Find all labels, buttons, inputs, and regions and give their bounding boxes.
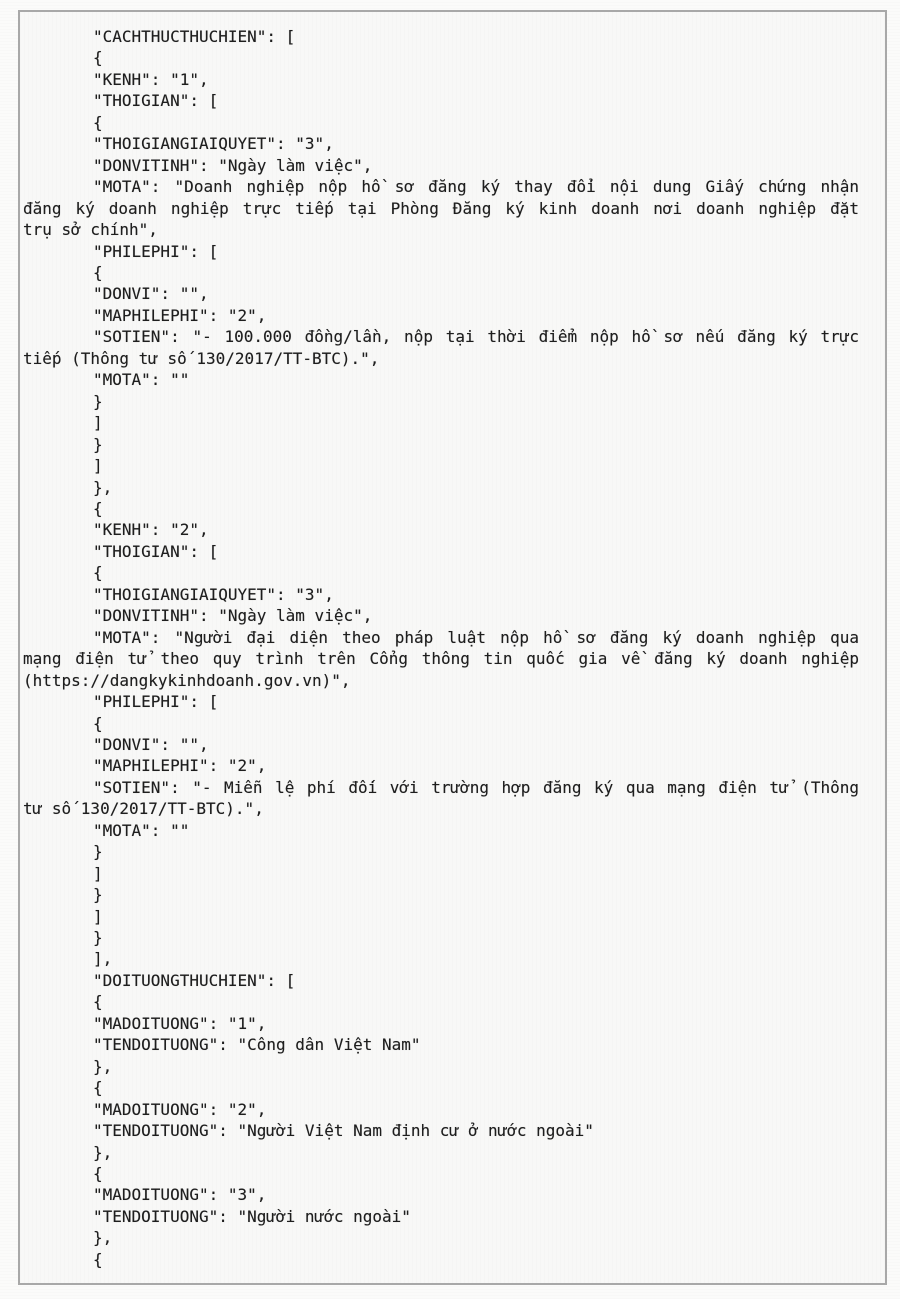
code-line: { (93, 992, 103, 1012)
code-line: ], (93, 949, 113, 969)
code-line: "MOTA": "Doanh nghiệp nộp hồ sơ đăng ký thay đổi nội dung Giấy chứng nhận (93, 177, 859, 197)
code-line: "DONVI": "", (93, 284, 209, 304)
code-line: { (93, 112, 103, 132)
code-line: "SOTIEN": "- Miễn lệ phí đối với trường hợp đăng ký qua mạng điện tử (Thông (93, 777, 859, 797)
code-line: tiếp (Thông tư số 130/2017/TT-BTC).", (23, 348, 380, 368)
code-line: { (93, 1164, 103, 1184)
json-document (23, 26, 859, 1270)
code-line: { (93, 498, 103, 518)
code-line: "DOITUONGTHUCHIEN": [ (93, 970, 296, 990)
code-line: "SOTIEN": "- 100.000 đồng/lần, nộp tại thời điểm nộp hồ sơ nếu đăng ký trực (93, 327, 859, 347)
code-line: "MADOITUONG": "2", (93, 1099, 267, 1119)
scanned-page (18, 10, 887, 1285)
code-line: } (93, 928, 103, 948)
code-line: } (93, 885, 103, 905)
code-line: { (93, 1078, 103, 1098)
code-line: "MOTA": "" (93, 820, 190, 840)
code-line: "MAPHILEPHI": "2", (93, 305, 267, 325)
code-line: }, (93, 1142, 113, 1162)
code-line: ] (93, 456, 103, 476)
code-line: "THOIGIAN": [ (93, 91, 219, 111)
code-line: "TENDOITUONG": "Người Việt Nam định cư ở nước ngoài" (93, 1121, 594, 1141)
code-line: "DONVI": "", (93, 734, 209, 754)
code-line: "THOIGIAN": [ (93, 541, 219, 561)
code-line: mạng điện tử theo quy trình trên Cổng thông tin quốc gia về đăng ký doanh nghiệp (23, 649, 859, 669)
code-line: "DONVITINH": "Ngày làm việc", (93, 606, 373, 626)
code-line: "MADOITUONG": "3", (93, 1185, 267, 1205)
code-line: { (93, 1249, 103, 1269)
code-line: "THOIGIANGIAIQUYET": "3", (93, 584, 334, 604)
code-line: "PHILEPHI": [ (93, 692, 219, 712)
code-line: "MOTA": "" (93, 370, 190, 390)
code-line: ] (93, 906, 103, 926)
code-line: { (93, 713, 103, 733)
code-line: { (93, 563, 103, 583)
code-line: { (93, 262, 103, 282)
code-line: } (93, 842, 103, 862)
code-line: "TENDOITUONG": "Công dân Việt Nam" (93, 1035, 421, 1055)
code-line: "KENH": "2", (93, 520, 209, 540)
code-line: "PHILEPHI": [ (93, 241, 219, 261)
code-line: }, (93, 477, 113, 497)
code-line: "MADOITUONG": "1", (93, 1013, 267, 1033)
code-line: tư số 130/2017/TT-BTC).", (23, 799, 264, 819)
code-line: "THOIGIANGIAIQUYET": "3", (93, 134, 334, 154)
code-line: đăng ký doanh nghiệp trực tiếp tại Phòng Đăng ký kinh doanh nơi doanh nghiệp đặt (23, 198, 859, 218)
code-line: } (93, 391, 103, 411)
code-line: "DONVITINH": "Ngày làm việc", (93, 155, 373, 175)
code-line: } (93, 434, 103, 454)
code-line: ] (93, 413, 103, 433)
code-line: (https://dangkykinhdoanh.gov.vn)", (23, 670, 351, 690)
code-line: "MOTA": "Người đại diện theo pháp luật nộp hồ sơ đăng ký doanh nghiệp qua (93, 627, 859, 647)
code-line: { (93, 48, 103, 68)
code-line: "MAPHILEPHI": "2", (93, 756, 267, 776)
code-line: ] (93, 863, 103, 883)
code-line: }, (93, 1228, 113, 1248)
code-line: trụ sở chính", (23, 220, 158, 240)
code-line: "KENH": "1", (93, 69, 209, 89)
code-line: "TENDOITUONG": "Người nước ngoài" (93, 1206, 411, 1226)
code-line: "CACHTHUCTHUCHIEN": [ (93, 27, 296, 46)
code-line: }, (93, 1056, 113, 1076)
